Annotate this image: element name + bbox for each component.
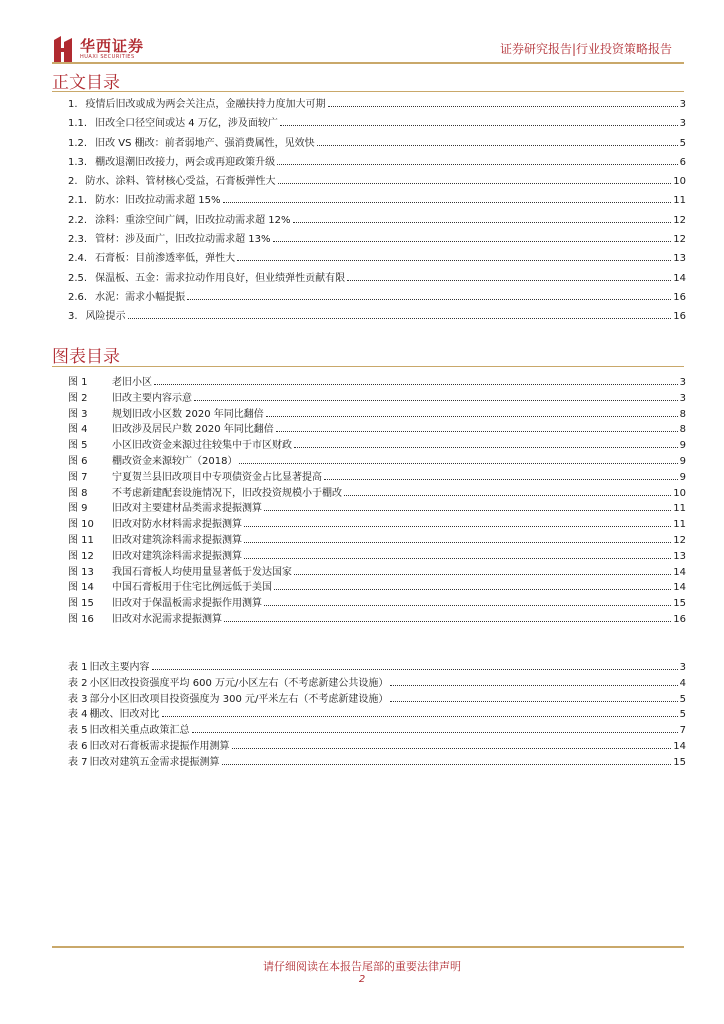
figure-entry-number: 图 6 [68,455,88,467]
logo-chinese-name: 华西证券 [80,37,145,55]
leader-dots [239,463,677,464]
figure-entry-number: 图 11 [68,534,94,546]
table-entry-page: 15 [673,756,686,768]
figure-entry[interactable] [68,549,686,565]
toc-entry-text: 疫情后旧改或成为两会关注点，金融扶持力度加大可期 [85,99,326,110]
figure-entry-text: 中国石膏板用于住宅比例远低于美国 [112,582,272,594]
table-entry-page: 4 [679,677,686,689]
leader-dots [264,510,671,511]
huaxi-logo-icon [52,36,74,62]
figure-entry-page: 12 [673,534,686,546]
report-type-label: 证券研究报告|行业投资策略报告 [499,42,672,56]
toc-entry-page: 10 [673,176,686,188]
figure-entry-page: 8 [679,424,686,436]
leader-dots [294,574,671,575]
figure-entry[interactable] [68,501,686,517]
leader-dots [324,479,678,480]
leader-dots [128,318,672,319]
figure-entry-number: 图 4 [68,424,88,436]
leader-dots [280,125,678,126]
figure-entry-page: 13 [673,550,686,562]
table-entry-number: 表 2 [68,677,88,689]
toc-entry-number: 2.3. [68,234,88,246]
toc-entry-text: 防水、涂料、管材核心受益，石膏板弹性大 [85,176,276,188]
figure-entry-text: 旧改对主要建材品类需求提振测算 [112,503,262,515]
toc-entry-text: 水泥：需求小幅提振 [95,291,186,303]
leader-dots [244,526,671,527]
toc-entry-page: 5 [679,137,686,149]
table-entry[interactable] [68,692,686,708]
toc-entry-page: 3 [679,118,686,130]
toc-entry[interactable] [68,134,686,153]
leader-dots [278,183,672,184]
leader-dots [187,299,671,300]
figure-entry-text: 宁夏贺兰县旧改项目中专项债资金占比显著提高 [112,471,322,483]
toc-entry-text: 管材：涉及面广，旧改拉动需求超 13% [95,234,271,246]
table-entry-text: 旧改对建筑五金需求提振测算 [89,756,220,768]
figure-entry-page: 14 [673,582,686,594]
figure-entry-number: 图 1 [68,377,88,388]
figure-entry[interactable] [68,612,686,628]
table-entry-page: 7 [679,725,686,737]
toc-entry-number: 3. [68,311,78,323]
leader-dots [266,416,678,417]
leader-dots [273,241,672,242]
toc-entry[interactable] [68,95,686,114]
page-number: 2 [358,974,366,985]
toc-entry-number: 1.1. [68,118,88,130]
table-entry-text: 棚改、旧改对比 [89,709,160,721]
figure-entry[interactable] [68,517,686,533]
table-entry-text: 旧改主要内容 [89,662,150,673]
toc-entry-number: 2.5. [68,272,88,284]
leader-dots [344,495,671,496]
table-entry-number: 表 5 [68,725,88,737]
tables-list [68,660,686,771]
leader-dots [162,716,678,717]
leader-dots [152,669,678,670]
figure-entry[interactable] [68,596,686,612]
table-entry-page: 14 [673,740,686,752]
leader-dots [244,542,671,543]
leader-dots [223,202,672,203]
figure-entry[interactable] [68,375,686,391]
toc-entry-number: 1. [68,99,78,110]
leader-dots [194,400,678,401]
figure-entry[interactable] [68,391,686,407]
toc-entry[interactable] [68,172,686,191]
figure-entry-text: 旧改对水泥需求提振测算 [112,613,222,625]
table-entry-number: 表 4 [68,709,88,721]
figure-entry[interactable] [68,580,686,596]
figure-entry-text: 旧改对建筑涂料需求提振测算 [112,534,242,546]
leader-dots [232,748,672,749]
figure-entry-page: 9 [679,440,686,452]
toc-entry-text: 石膏板：目前渗透率低，弹性大 [95,253,236,265]
figures-title-rule [52,366,684,367]
contents-list [68,95,686,327]
toc-entry[interactable] [68,191,686,210]
figure-entry-text: 旧改对于保温板需求提振作用测算 [112,598,262,610]
toc-entry-number: 2.1. [68,195,88,207]
leader-dots [294,447,678,448]
figure-entry[interactable] [68,407,686,423]
figure-entry-number: 图 15 [68,598,94,610]
leader-dots [192,732,678,733]
toc-entry-text: 旧改全口径空间或达 4 万亿，涉及面较广 [95,118,278,130]
toc-entry-page: 11 [673,195,686,207]
figure-entry-number: 图 5 [68,440,88,452]
figure-entry-page: 8 [679,408,686,420]
toc-entry-number: 1.2. [68,137,88,149]
table-entry-number: 表 7 [68,756,88,768]
leader-dots [274,589,671,590]
page-header [0,0,724,64]
figure-entry-text: 旧改主要内容示意 [112,392,192,404]
figure-entry[interactable] [68,422,686,438]
figure-entry-page: 9 [679,455,686,467]
leader-dots [390,685,677,686]
figures-title: 图表目录 [52,347,120,367]
leader-dots [264,605,671,606]
toc-entry-number: 2.6. [68,291,88,303]
legal-disclaimer: 请仔细阅读在本报告尾部的重要法律声明 [263,960,461,973]
figure-entry-text: 棚改资金来源较广（2018） [112,455,238,467]
table-entry[interactable] [68,707,686,723]
figure-entry-text: 旧改对防水材料需求提振测算 [112,519,242,531]
toc-entry-number: 2.2. [68,214,88,226]
toc-entry-page: 16 [673,311,686,323]
toc-entry[interactable] [68,269,686,288]
figure-entry-number: 图 2 [68,392,88,404]
table-entry[interactable] [68,755,686,771]
figure-entry-text: 旧改涉及居民户数 2020 年同比翻倍 [112,424,274,436]
table-entry-text: 小区旧改投资强度平均 600 万元/小区左右（不考虑新建公共设施） [89,677,389,689]
leader-dots [222,764,672,765]
figure-entry-page: 3 [679,392,686,404]
figure-entry[interactable] [68,438,686,454]
logo-english-name: HUAXI SECURITIES [80,54,135,60]
table-entry-page: 3 [679,662,686,673]
toc-entry-page: 6 [679,156,686,168]
leader-dots [154,384,678,385]
table-entry-number: 表 1 [68,662,88,673]
header-divider [52,62,684,64]
company-logo [52,36,172,62]
toc-entry[interactable] [68,307,686,326]
toc-entry-text: 保温板、五金：需求拉动作用良好，但业绩弹性贡献有限 [95,272,346,284]
figure-entry-page: 11 [673,503,686,515]
toc-entry[interactable] [68,211,686,230]
figure-entry-page: 14 [673,566,686,578]
figure-entry[interactable] [68,533,686,549]
figure-entry[interactable] [68,486,686,502]
table-entry-text: 旧改对石膏板需求提振作用测算 [89,740,230,752]
figures-list [68,375,686,628]
leader-dots [277,164,678,165]
leader-dots [328,106,678,107]
toc-entry[interactable] [68,249,686,268]
figure-entry-text: 不考虑新建配套设施情况下，旧改投资规模小于棚改 [112,487,342,499]
leader-dots [244,558,671,559]
contents-title: 正文目录 [52,73,120,93]
figure-entry-number: 图 16 [68,613,94,625]
figure-entry-text: 我国石膏板人均使用量显著低于发达国家 [112,566,292,578]
figure-entry[interactable] [68,470,686,486]
figure-entry-text: 老旧小区 [112,377,152,388]
footer-divider [52,946,684,948]
figure-entry-text: 规划旧改小区数 2020 年同比翻倍 [112,408,264,420]
toc-entry-number: 1.3. [68,156,88,168]
figure-entry[interactable] [68,565,686,581]
leader-dots [317,145,678,146]
table-entry[interactable] [68,660,686,676]
figure-entry-text: 旧改对建筑涂料需求提振测算 [112,550,242,562]
table-entry-page: 5 [679,709,686,721]
toc-entry-page: 12 [673,214,686,226]
table-entry[interactable] [68,723,686,739]
toc-entry-page: 3 [679,99,686,110]
table-entry[interactable] [68,676,686,692]
figure-entry-page: 11 [673,519,686,531]
toc-entry-page: 16 [673,291,686,303]
table-entry-page: 5 [679,693,686,705]
toc-entry-number: 2. [68,176,78,188]
figure-entry-number: 图 13 [68,566,94,578]
figure-entry-text: 小区旧改资金来源过往较集中于市区财政 [112,440,292,452]
figure-entry-number: 图 14 [68,582,94,594]
toc-entry-text: 旧改 VS 棚改：前者弱地产、强消费属性，见效快 [95,137,315,149]
figure-entry-number: 图 12 [68,550,94,562]
leader-dots [293,222,672,223]
toc-entry-number: 2.4. [68,253,88,265]
figure-entry-page: 3 [679,377,686,388]
figure-entry-page: 9 [679,471,686,483]
figure-entry-page: 16 [673,613,686,625]
figure-entry-page: 15 [673,598,686,610]
table-entry-text: 旧改相关重点政策汇总 [89,725,190,737]
leader-dots [347,280,671,281]
figure-entry-page: 10 [673,487,686,499]
toc-entry[interactable] [68,114,686,133]
table-entry[interactable] [68,739,686,755]
toc-entry-text: 防水：旧改拉动需求超 15% [95,195,221,207]
figure-entry-number: 图 7 [68,471,88,483]
leader-dots [390,701,677,702]
toc-entry-text: 棚改退潮旧改接力，两会或再迎政策升级 [95,156,276,168]
figure-entry-number: 图 10 [68,519,94,531]
figure-entry-number: 图 3 [68,408,88,420]
leader-dots [224,621,671,622]
figure-entry-number: 图 9 [68,503,88,515]
toc-entry-page: 14 [673,272,686,284]
toc-entry-page: 12 [673,234,686,246]
toc-entry[interactable] [68,153,686,172]
leader-dots [276,431,678,432]
table-entry-number: 表 6 [68,740,88,752]
toc-entry-text: 涂料：重涂空间广阔，旧改拉动需求超 12% [95,214,291,226]
figure-entry-number: 图 8 [68,487,88,499]
leader-dots [237,260,671,261]
toc-entry[interactable] [68,288,686,307]
table-entry-text: 部分小区旧改项目投资强度为 300 元/平米左右（不考虑新建设施） [89,693,389,705]
toc-entry-text: 风险提示 [85,311,126,323]
table-entry-number: 表 3 [68,693,88,705]
contents-title-rule [52,91,684,92]
figure-entry[interactable] [68,454,686,470]
toc-entry-page: 13 [673,253,686,265]
toc-entry[interactable] [68,230,686,249]
